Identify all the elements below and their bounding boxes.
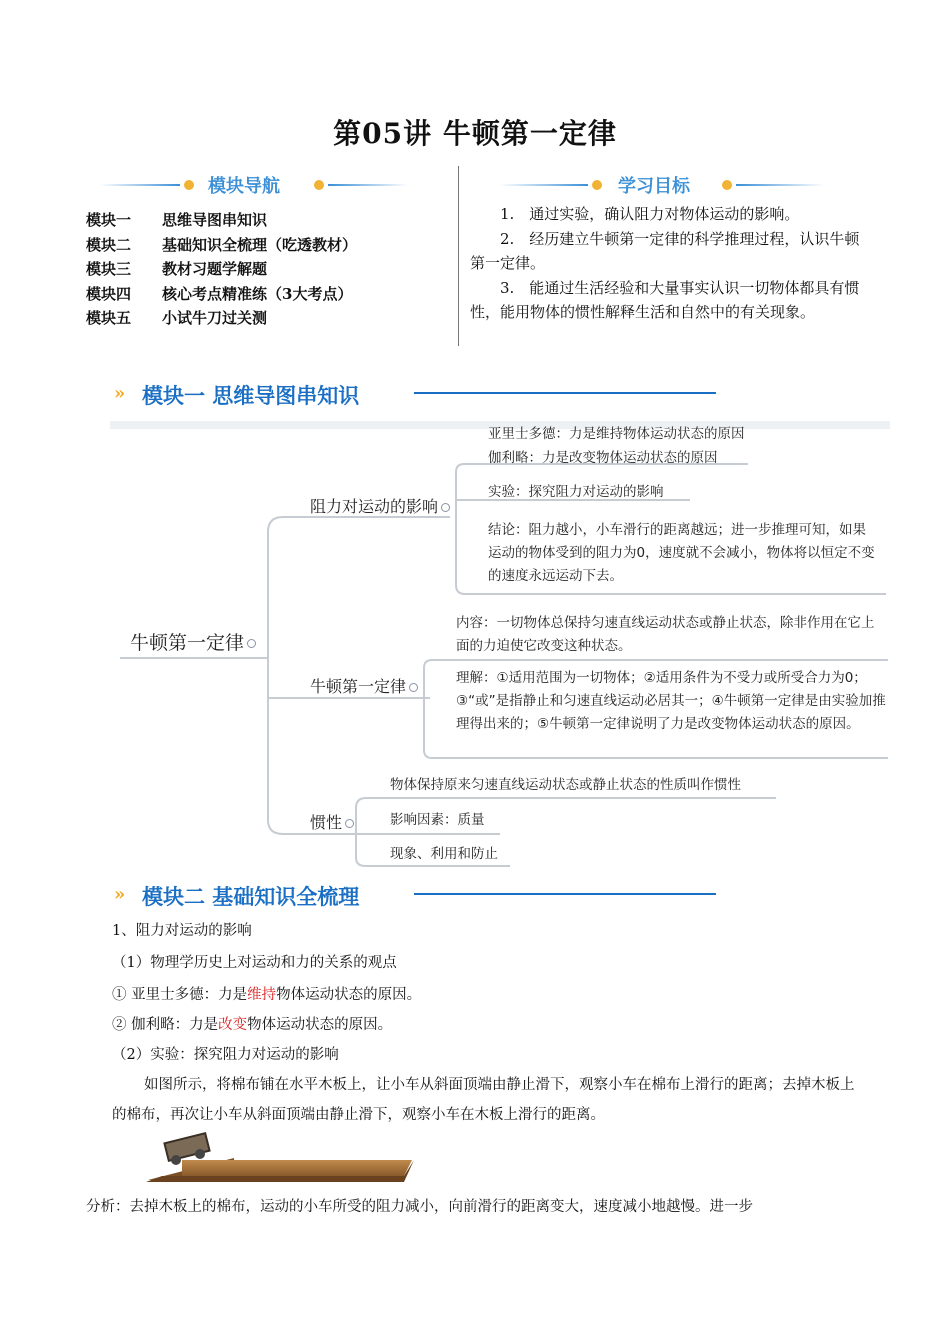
mindmap-branch[interactable] [310, 494, 450, 517]
nav-item-label: 教材习题学解题 [162, 260, 268, 278]
nav-item-key: 模块二 [86, 235, 132, 254]
mindmap-branch-label: 阻力对运动的影响 [310, 497, 439, 516]
mindmap-leaf: 结论：阻力越小，小车滑行的距离越远；进一步推理可知，如果运动的物体受到的阻力为0，速度就不会减小，物体将以恒定不变的速度永远运动下去。 [488, 522, 875, 584]
text-span: 物体运动状态的原因。 [247, 1017, 393, 1033]
mindmap-root-underline [120, 657, 268, 659]
text-span: ① 亚里士多德：力是 [112, 987, 248, 1003]
nav-heading: 模块导航 [208, 176, 280, 197]
section-heading: 1、阻力对运动的影响 [112, 923, 252, 939]
nav-item-label: 小试牛刀过关测 [162, 309, 268, 327]
viewpoint-aristotle [112, 980, 421, 1010]
experiment-paragraph: 如图所示，将棉布铺在水平木板上，让小车从斜面顶端由静止滑下，观察小车在棉布上滑行的距离；去掉木板上的棉布，再次让小车从斜面顶端由静止滑下，观察小车在木板上滑行的距离。 [112, 1077, 855, 1123]
subsection-heading: （1）物理学历史上对运动和力的关系的观点 [112, 955, 397, 971]
mindmap-leaf: 亚里士多德：力是维持物体运动状态的原因 [488, 426, 745, 442]
mindmap-leaf: 物体保持原来匀速直线运动状态或静止状态的性质叫作惯性 [390, 777, 741, 793]
collapse-icon[interactable] [441, 503, 450, 512]
nav-item-label: 思维导图串知识 [162, 211, 268, 229]
collapse-icon[interactable] [345, 819, 354, 828]
highlight-text: 维持 [247, 987, 277, 1003]
nav-item-key: 模块一 [86, 211, 132, 229]
nav-item-label: 基础知识全梳理（吃透教材） [162, 235, 358, 254]
module2-heading-line [414, 893, 716, 895]
goal-item: 2. 经历建立牛顿第一定律的科学推理过程，认识牛顿第一定律。 [470, 229, 860, 272]
goal-item: 3. 能通过生活经验和大量事实认识一切物体都具有惯性，能用物体的惯性解释生活和自然中的有关现象。 [470, 278, 860, 321]
module-heading-chevron-icon: » [114, 884, 126, 905]
analysis-paragraph: 分析：去掉木板上的棉布，运动的小车所受的阻力减小，向前滑行的距离变大，速度减小地越慢。进一步 [86, 1199, 753, 1215]
nav-item-label: 核心考点精准练（3大考点） [162, 284, 353, 303]
mindmap-leaf: 影响因素：质量 [390, 812, 485, 828]
mindmap-branch[interactable] [310, 674, 418, 697]
mindmap-leaf: 内容：一切物体总保持匀速直线运动状态或静止状态，除非作用在它上面的力迫使它改变这种状态。 [456, 615, 875, 654]
mindmap-branch[interactable] [310, 810, 354, 833]
viewpoint-galileo [112, 1010, 392, 1040]
mindmap-leaf: 理解：①适用范围为一切物体；②适用条件为不受力或所受合力为0；③“或”是指静止和匀速直线运动必居其一；④牛顿第一定律是由实验加推理得出来的；⑤牛顿第一定律说明了力是改变物体运动状态的原因。 [456, 670, 886, 732]
module1-heading: 模块一 思维导图串知识 [142, 384, 360, 408]
mindmap-leaf: 实验：探究阻力对运动的影响 [488, 484, 664, 500]
goal-item: 1. 通过实验，确认阻力对物体运动的影响。 [500, 205, 800, 223]
subsection-heading: （2）实验：探究阻力对运动的影响 [112, 1047, 339, 1063]
mindmap-root[interactable] [130, 628, 256, 655]
nav-item-key: 模块三 [86, 260, 132, 278]
mindmap-root-label: 牛顿第一定律 [130, 632, 245, 654]
text-span: 物体运动状态的原因。 [276, 987, 422, 1003]
highlight-text: 改变 [218, 1017, 248, 1033]
module2-heading: 模块二 基础知识全梳理 [142, 885, 360, 909]
page-title: 第05讲 牛顿第一定律 [333, 117, 617, 150]
collapse-icon[interactable] [247, 639, 256, 648]
goals-heading: 学习目标 [618, 176, 690, 197]
nav-item-key: 模块五 [86, 309, 132, 327]
mindmap-leaf: 现象、利用和防止 [390, 846, 498, 862]
mindmap-branch-label: 惯性 [310, 813, 343, 832]
mindmap-leaf: 伽利略：力是改变物体运动状态的原因 [488, 450, 718, 466]
collapse-icon[interactable] [409, 683, 418, 692]
nav-item-key: 模块四 [86, 284, 132, 303]
mindmap-branch-label: 牛顿第一定律 [310, 677, 407, 696]
module-heading-chevron-icon: » [114, 383, 126, 404]
incline-experiment-figure [142, 1130, 418, 1186]
text-span: ② 伽利略：力是 [112, 1017, 219, 1033]
